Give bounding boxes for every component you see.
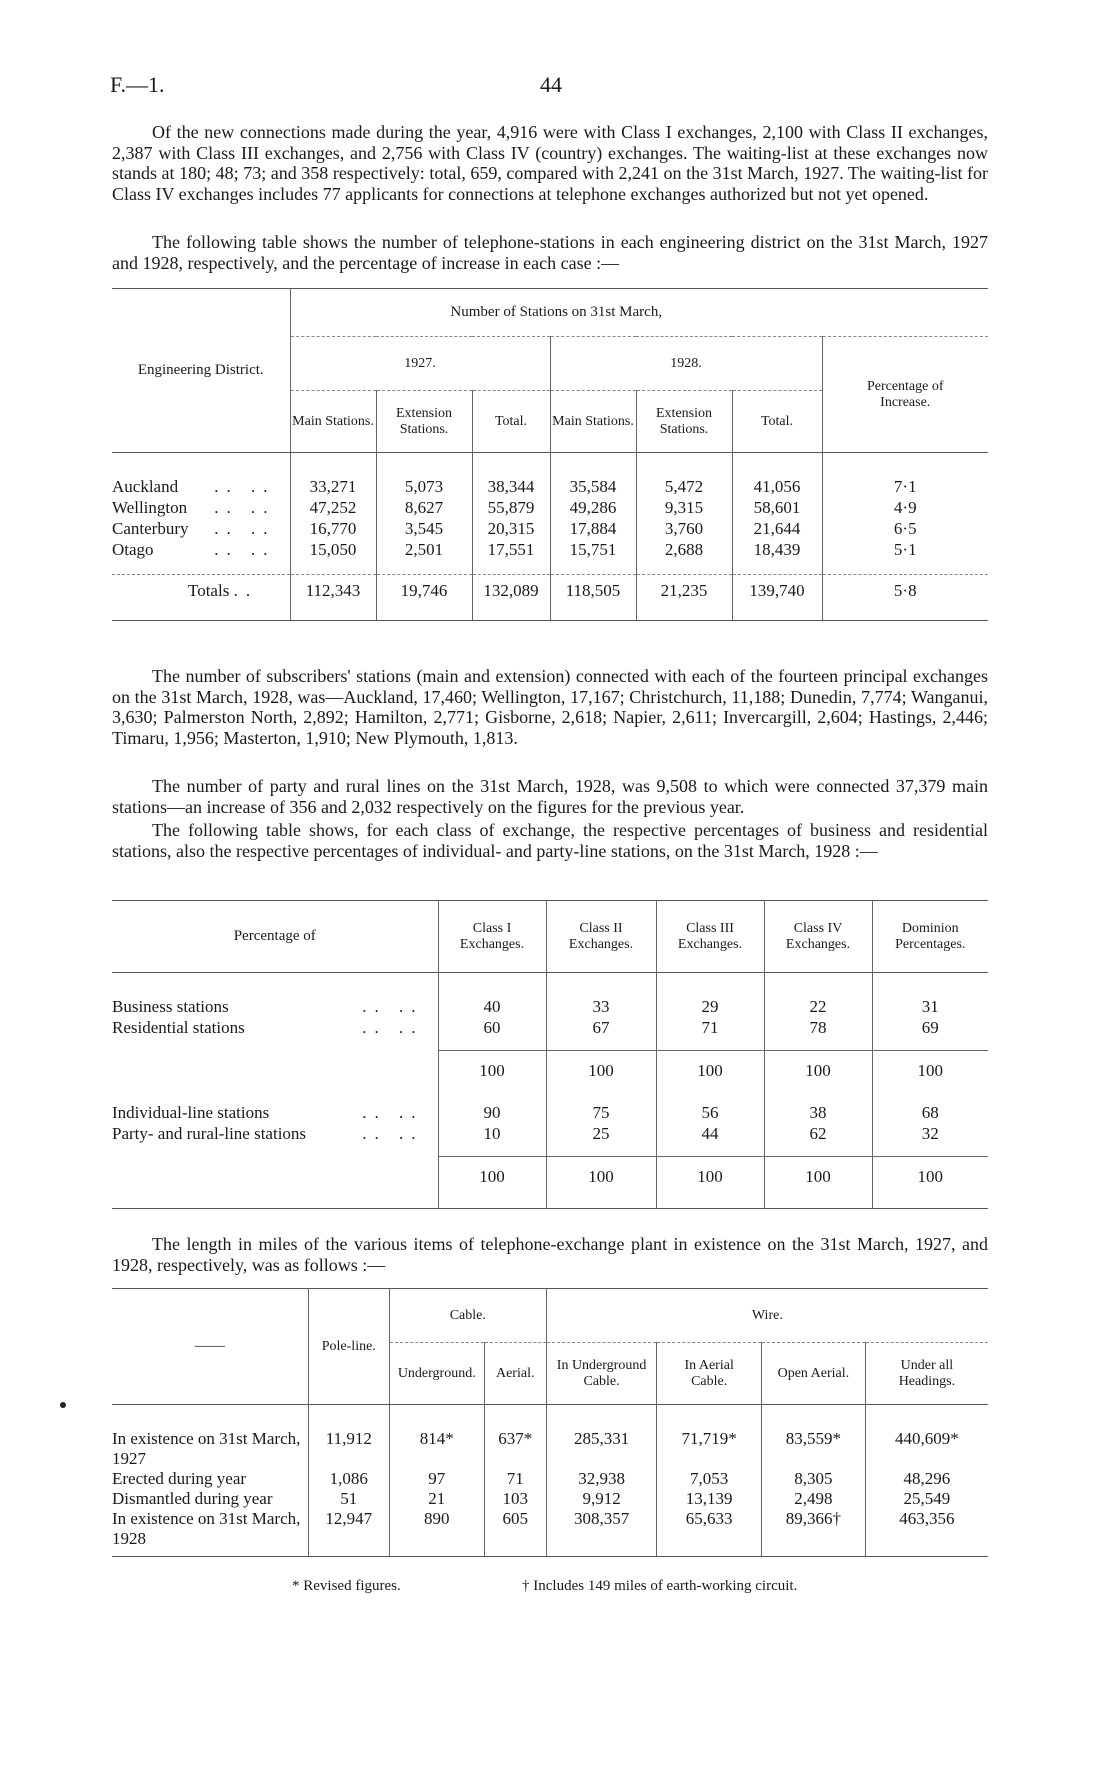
cell: 55,879	[472, 498, 550, 519]
totals-row	[112, 575, 988, 607]
header-total-1927: Total.	[472, 391, 550, 453]
district-name	[112, 498, 290, 519]
cell: 3,545	[376, 519, 472, 540]
exchange-plant-table	[112, 1288, 988, 1557]
cell: 132,089	[472, 575, 550, 607]
cell: 5,073	[376, 477, 472, 498]
percentage-row	[112, 1018, 988, 1039]
header-main-1927: Main Stations.	[290, 391, 376, 453]
sum-row	[112, 1157, 988, 1197]
cell: 58,601	[732, 498, 822, 519]
plant-row-label-text: Erected during year	[112, 1468, 247, 1488]
cell: 13,139	[657, 1489, 762, 1509]
cell: 4·9	[822, 498, 988, 519]
leader-dots: .. ..	[214, 498, 276, 517]
cell: 5,472	[636, 477, 732, 498]
document-reference: F.—1.	[110, 72, 165, 97]
cell: 814*	[389, 1429, 484, 1469]
header-year-1927: 1927.	[290, 337, 550, 391]
paragraph-table1-intro: The following table shows the number of telephone-stations in each engineering district on the 31st March, 1927 and 1928, respectively, and the percentage of increase in each case :—	[112, 232, 988, 273]
cell: 29	[656, 997, 764, 1018]
cell: 285,331	[546, 1429, 657, 1469]
header-ext-1928: Extension Stations.	[636, 391, 732, 453]
plant-row-label	[112, 1429, 308, 1469]
cell: 440,609*	[865, 1429, 988, 1469]
header-class-4: Class IV Exchanges.	[764, 901, 872, 973]
cell: 65,633	[657, 1509, 762, 1549]
cell: 100	[872, 1157, 988, 1197]
margin-dot	[60, 1402, 66, 1408]
cell: 100	[872, 1051, 988, 1091]
cell: 20,315	[472, 519, 550, 540]
cell: 71	[656, 1018, 764, 1039]
paragraph-table3-intro: The length in miles of the various items of telephone-exchange plant in existence on the 31st March, 1927, and 1928, respectively, was as follows :—	[112, 1234, 988, 1275]
district-row	[112, 498, 988, 519]
header-percentage-increase: Percentage of Increase.	[822, 337, 988, 453]
header-wire: Wire.	[546, 1289, 988, 1343]
row-label	[112, 1124, 438, 1145]
cell: 103	[484, 1489, 546, 1509]
leader-dots: .. ..	[214, 540, 276, 559]
leader-dots: .. ..	[362, 997, 424, 1016]
cell: 15,751	[550, 540, 636, 561]
cell: 68	[872, 1103, 988, 1124]
cell: 112,343	[290, 575, 376, 607]
cell: 38,344	[472, 477, 550, 498]
header-underground: Underground.	[389, 1343, 484, 1405]
leader-dots: .. ..	[362, 1124, 424, 1143]
cell: 56	[656, 1103, 764, 1124]
header-percentage-of: Percentage of	[233, 928, 316, 944]
cell: 18,439	[732, 540, 822, 561]
cell: 71	[484, 1469, 546, 1489]
header-class-1: Class I Exchanges.	[438, 901, 546, 973]
plant-row	[112, 1469, 988, 1489]
cell: 21	[389, 1489, 484, 1509]
header-under-all-headings: Under all Headings.	[865, 1343, 988, 1405]
row-label-text: Individual-line stations	[112, 1103, 270, 1122]
header-total-1928: Total.	[732, 391, 822, 453]
cell: 15,050	[290, 540, 376, 561]
plant-row	[112, 1509, 988, 1549]
row-label-text: Residential stations	[112, 1018, 245, 1037]
cell: 100	[656, 1157, 764, 1197]
district-name-text: Otago	[112, 540, 154, 559]
cell: 67	[546, 1018, 656, 1039]
district-name-text: Canterbury	[112, 519, 189, 538]
district-name-text: Wellington	[112, 498, 188, 517]
header-class-3: Class III Exchanges.	[656, 901, 764, 973]
row-label-text: Party- and rural-line stations	[112, 1124, 307, 1143]
cell: 8,627	[376, 498, 472, 519]
cell: 48,296	[865, 1469, 988, 1489]
cell: 9,315	[636, 498, 732, 519]
cell: 3,760	[636, 519, 732, 540]
cell: 25,549	[865, 1489, 988, 1509]
header-engineering-district: Engineering District.	[112, 289, 290, 453]
cell: 463,356	[865, 1509, 988, 1549]
district-row	[112, 477, 988, 498]
cell: 33	[546, 997, 656, 1018]
cell: 32,938	[546, 1469, 657, 1489]
cell: 100	[656, 1051, 764, 1091]
cell: 47,252	[290, 498, 376, 519]
header-dominion: Dominion Percentages.	[872, 901, 988, 973]
cell: 51	[308, 1489, 389, 1509]
leader-dots: .. ..	[214, 477, 276, 496]
cell: 21,235	[636, 575, 732, 607]
district-name	[112, 540, 290, 561]
row-label	[112, 1018, 438, 1039]
cell: 100	[438, 1157, 546, 1197]
plant-row-label	[112, 1469, 308, 1489]
cell: 62	[764, 1124, 872, 1145]
cell: 12,947	[308, 1509, 389, 1549]
district-row	[112, 540, 988, 561]
header-ext-1927: Extension Stations.	[376, 391, 472, 453]
leader-dots: .. ..	[214, 519, 276, 538]
cell: 100	[764, 1157, 872, 1197]
cell: 17,884	[550, 519, 636, 540]
header-year-1928: 1928.	[550, 337, 822, 391]
cell: 69	[872, 1018, 988, 1039]
cell: 118,505	[550, 575, 636, 607]
paragraph-party-lines: The number of party and rural lines on the 31st March, 1928, was 9,508 to which were connected 37,379 main stations—an increase of 356 and 2,032 respectively on the figures for the previous year.	[112, 776, 988, 817]
row-label	[112, 997, 438, 1018]
footnote-revised: * Revised figures.	[292, 1578, 401, 1594]
cell: 11,912	[308, 1429, 389, 1469]
cell: 83,559*	[761, 1429, 865, 1469]
page-header	[110, 72, 1014, 102]
plant-row	[112, 1489, 988, 1509]
cell: 637*	[484, 1429, 546, 1469]
cell: 75	[546, 1103, 656, 1124]
cell: 97	[389, 1469, 484, 1489]
header-in-underground-cable: In Underground Cable.	[546, 1343, 657, 1405]
row-label	[112, 1103, 438, 1124]
plant-row-label	[112, 1509, 308, 1549]
cell: 41,056	[732, 477, 822, 498]
cell: 100	[546, 1051, 656, 1091]
percentage-row	[112, 997, 988, 1018]
cell: 21,644	[732, 519, 822, 540]
plant-row-label-text: In existence on 31st March, 1928	[112, 1508, 301, 1548]
cell: 71,719*	[657, 1429, 762, 1469]
header-cable: Cable.	[389, 1289, 546, 1343]
cell: 7,053	[657, 1469, 762, 1489]
cell: 5·8	[822, 575, 988, 607]
stations-by-district-table	[112, 288, 988, 621]
cell: 90	[438, 1103, 546, 1124]
totals-label: Totals ..	[188, 580, 259, 600]
header-aerial: Aerial.	[484, 1343, 546, 1405]
cell: 35,584	[550, 477, 636, 498]
cell: 100	[546, 1157, 656, 1197]
header-pole-line: Pole-line.	[308, 1289, 389, 1405]
percentage-by-class-table	[112, 900, 988, 1209]
cell: 25	[546, 1124, 656, 1145]
leader-dots: .. ..	[362, 1103, 424, 1122]
cell: 78	[764, 1018, 872, 1039]
cell: 308,357	[546, 1509, 657, 1549]
header-in-aerial-cable: In Aerial Cable.	[657, 1343, 762, 1405]
cell: 40	[438, 997, 546, 1018]
cell: 60	[438, 1018, 546, 1039]
cell: 10	[438, 1124, 546, 1145]
cell: 17,551	[472, 540, 550, 561]
cell: 1,086	[308, 1469, 389, 1489]
cell: 100	[764, 1051, 872, 1091]
paragraph-table2-intro: The following table shows, for each class of exchange, the respective percentages of business and residential stations, also the respective percentages of individual- and party-line stations, on the 31st March, 1928 :—	[112, 820, 988, 861]
cell: 33,271	[290, 477, 376, 498]
district-name	[112, 477, 290, 498]
cell: 139,740	[732, 575, 822, 607]
row-label-text: Business stations	[112, 997, 229, 1016]
header-blank: ——	[112, 1289, 308, 1405]
district-row	[112, 519, 988, 540]
cell: 7·1	[822, 477, 988, 498]
plant-row	[112, 1429, 988, 1469]
plant-row-label-text: Dismantled during year	[112, 1488, 273, 1508]
cell: 8,305	[761, 1469, 865, 1489]
header-main-1928: Main Stations.	[550, 391, 636, 453]
cell: 2,498	[761, 1489, 865, 1509]
leader-dots: .. ..	[362, 1018, 424, 1037]
cell: 2,688	[636, 540, 732, 561]
sum-row	[112, 1051, 988, 1091]
percentage-row	[112, 1103, 988, 1124]
district-name-text: Auckland	[112, 477, 179, 496]
percentage-row	[112, 1124, 988, 1145]
paragraph-principal-exchanges: The number of subscribers' stations (main and extension) connected with each of the fourteen principal exchanges on the 31st March, 1928, was—Auckland, 17,460; Wellington, 17,167; Christchurch, 11,188; Dunedin, 7,774; Wanganui, 3,630; Palmerston North, 2,892; Hamilton, 2,771; Gisborne, 2,618; Napier, 2,611; Invercargill, 2,604; Hastings, 2,446; Timaru, 1,956; Masterton, 1,910; New Plymouth, 1,813.	[112, 666, 988, 748]
page-number: 44	[540, 72, 562, 97]
cell: 100	[438, 1051, 546, 1091]
header-open-aerial: Open Aerial.	[761, 1343, 865, 1405]
cell: 89,366†	[761, 1509, 865, 1549]
cell: 32	[872, 1124, 988, 1145]
cell: 605	[484, 1509, 546, 1549]
plant-row-label-text: In existence on 31st March, 1927	[112, 1428, 301, 1468]
cell: 49,286	[550, 498, 636, 519]
cell: 44	[656, 1124, 764, 1145]
header-class-2: Class II Exchanges.	[546, 901, 656, 973]
header-number-of-stations: Number of Stations on 31st March,	[290, 289, 822, 337]
cell: 19,746	[376, 575, 472, 607]
footnote-includes: † Includes 149 miles of earth-working circuit.	[522, 1578, 798, 1594]
plant-row-label	[112, 1489, 308, 1509]
cell: 5·1	[822, 540, 988, 561]
cell: 16,770	[290, 519, 376, 540]
cell: 38	[764, 1103, 872, 1124]
cell: 890	[389, 1509, 484, 1549]
paragraph-new-connections: Of the new connections made during the year, 4,916 were with Class I exchanges, 2,100 with Class II exchanges, 2,387 with Class III exchanges, and 2,756 with Class IV (country) exchanges. The waiting-list at these exchanges now stands at 180; 48; 73; and 358 respectively: total, 659, compared with 2,241 on the 31st March, 1927. The waiting-list for Class IV exchanges includes 77 applicants for connections at telephone exchanges authorized but not yet opened.	[112, 122, 988, 204]
district-name	[112, 519, 290, 540]
cell: 31	[872, 997, 988, 1018]
cell: 9,912	[546, 1489, 657, 1509]
cell: 22	[764, 997, 872, 1018]
cell: 6·5	[822, 519, 988, 540]
cell: 2,501	[376, 540, 472, 561]
